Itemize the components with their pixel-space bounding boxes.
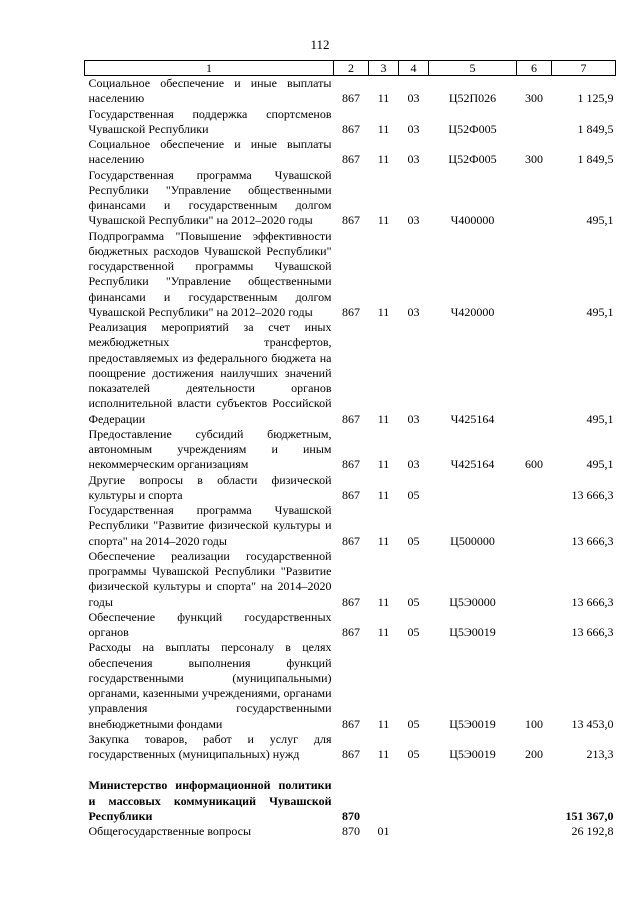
row-target-article: Ц52П026 xyxy=(448,91,497,106)
row-grbs: 867 xyxy=(342,594,360,609)
row-target-article: Ц500000 xyxy=(450,533,495,548)
row-section: 11 xyxy=(377,716,390,731)
row-grbs: 867 xyxy=(342,625,360,639)
row-expense-type xyxy=(517,549,552,610)
row-expense-type xyxy=(517,778,552,824)
row-target-article xyxy=(429,778,517,824)
row-section: 11 xyxy=(377,487,390,502)
row-section: 11 xyxy=(377,213,390,228)
row-expense-type xyxy=(517,320,552,427)
row-expense-type xyxy=(517,168,552,229)
row-expense-type xyxy=(517,229,552,321)
row-target-article: Ц52Ф005 xyxy=(448,152,497,167)
row-section: 11 xyxy=(377,594,390,609)
row-grbs: 867 xyxy=(342,121,360,136)
row-target-article: Ч425164 xyxy=(450,457,495,472)
row-expense-type: 100 xyxy=(525,716,543,731)
row-target-article xyxy=(429,473,517,504)
table-row xyxy=(85,107,616,138)
row-amount: 13 666,3 xyxy=(571,487,614,502)
row-amount: 495,1 xyxy=(586,213,614,228)
row-expense-type: 300 xyxy=(525,91,543,106)
row-subsection: 03 xyxy=(407,411,420,426)
row-name: Общегосударственные вопросы xyxy=(88,824,252,838)
table-row xyxy=(85,549,616,610)
row-subsection: 05 xyxy=(407,747,420,761)
row-expense-type: 200 xyxy=(525,747,543,761)
row-grbs: 867 xyxy=(342,457,360,472)
table-row xyxy=(85,76,616,107)
row-subsection: 05 xyxy=(407,625,420,639)
row-section: 11 xyxy=(377,411,390,426)
row-subsection: 03 xyxy=(407,457,420,472)
row-target-article: Ц5Э0019 xyxy=(449,747,496,761)
row-grbs: 867 xyxy=(342,304,360,319)
row-name: Подпрограмма "Повышение эффективности бюджетных расходов Чувашской Республики" государственной программы Чувашской Республики "Управление общественными финансами и государственным долгом Чувашской Республики" на 2012–2020 годы xyxy=(88,228,332,319)
row-grbs: 867 xyxy=(342,533,360,548)
budget-table xyxy=(84,60,616,839)
table-row xyxy=(85,503,616,549)
row-grbs: 867 xyxy=(342,91,360,106)
column-header-name: 1 xyxy=(85,61,334,76)
row-name: Обеспечение реализации государственной программы Чувашской Республики "Развитие физической культуры и спорта" на 2014–2020 годы xyxy=(88,548,332,609)
row-target-article xyxy=(429,824,517,839)
table-row xyxy=(85,778,616,824)
row-name: Государственная программа Чувашской Республики "Развитие физической культуры и спорта" на 2014–2020 годы xyxy=(88,503,332,548)
row-amount: 13 666,3 xyxy=(571,625,614,639)
row-amount: 1 849,5 xyxy=(577,152,614,167)
row-grbs: 867 xyxy=(342,411,360,426)
row-target-article: Ч400000 xyxy=(450,213,495,228)
row-section: 11 xyxy=(377,533,390,548)
row-section: 11 xyxy=(377,91,390,106)
row-name: Государственная программа Чувашской Республики "Управление общественными финансами и государственным долгом Чувашской Республики" на 2012–2020 годы xyxy=(88,167,332,228)
row-spacer xyxy=(85,762,616,778)
row-amount: 1 125,9 xyxy=(577,91,614,106)
row-amount: 13 666,3 xyxy=(571,533,614,548)
row-target-article: Ц5Э0019 xyxy=(449,625,496,639)
table-row xyxy=(85,427,616,473)
row-expense-type xyxy=(517,610,552,641)
table-row xyxy=(85,137,616,168)
row-expense-type xyxy=(517,503,552,549)
column-header-amount: 7 xyxy=(552,61,616,76)
row-name: Социальное обеспечение и иные выплаты населению xyxy=(88,137,332,167)
table-row xyxy=(85,640,616,732)
row-subsection: 03 xyxy=(407,91,420,106)
header-row xyxy=(85,61,616,76)
table-body xyxy=(85,76,616,840)
row-grbs: 870 xyxy=(342,808,360,823)
page-number: 112 xyxy=(310,37,330,52)
row-amount: 495,1 xyxy=(586,411,614,426)
row-target-article: Ц5Э0000 xyxy=(449,594,496,609)
table-row xyxy=(85,168,616,229)
row-section: 11 xyxy=(377,625,390,639)
row-name: Другие вопросы в области физической культуры и спорта xyxy=(88,472,332,502)
row-subsection: 05 xyxy=(407,716,420,731)
row-section xyxy=(369,778,399,824)
row-name: Реализация мероприятий за счет иных межбюджетных трансфертов, предоставляемых из федерального бюджета на поощрение достижения наилучших значений показателей деятельности органов исполнительной власти субъектов Российской Федерации xyxy=(88,320,332,426)
row-grbs: 867 xyxy=(342,213,360,228)
table-row xyxy=(85,610,616,641)
row-amount: 26 192,8 xyxy=(571,824,614,838)
column-header-target-article: 5 xyxy=(429,61,517,76)
row-grbs: 867 xyxy=(342,487,360,502)
row-expense-type: 600 xyxy=(525,457,543,472)
row-subsection: 03 xyxy=(407,304,420,319)
row-name: Обеспечение функций государственных органов xyxy=(88,609,332,639)
row-target-article: Ц52Ф005 xyxy=(448,121,497,136)
column-header-subsection: 4 xyxy=(399,61,429,76)
spacer-cell xyxy=(85,762,616,778)
row-amount: 151 367,0 xyxy=(565,808,614,823)
table-row xyxy=(85,732,616,763)
row-expense-type xyxy=(517,824,552,839)
row-grbs: 867 xyxy=(342,716,360,731)
row-name: Расходы на выплаты персоналу в целях обеспечения выполнения функций государственными (муниципальными) органами, казенными учреждениями, органами управления государственными внебюджетными фондами xyxy=(88,640,332,731)
row-section: 11 xyxy=(377,121,390,136)
row-amount: 1 849,5 xyxy=(577,121,614,136)
row-name: Социальное обеспечение и иные выплаты населению xyxy=(88,76,332,106)
row-subsection xyxy=(399,824,429,839)
table-row xyxy=(85,229,616,321)
row-subsection: 03 xyxy=(407,213,420,228)
row-expense-type xyxy=(517,473,552,504)
row-amount: 13 453,0 xyxy=(571,716,614,731)
column-header-grbs: 2 xyxy=(334,61,369,76)
row-subsection: 05 xyxy=(407,487,420,502)
row-section: 11 xyxy=(377,152,390,167)
row-target-article: Ц5Э0019 xyxy=(449,716,496,731)
column-header-section: 3 xyxy=(369,61,399,76)
table-row xyxy=(85,473,616,504)
table-row xyxy=(85,824,616,839)
table-row xyxy=(85,320,616,427)
row-amount: 495,1 xyxy=(586,457,614,472)
row-expense-type: 300 xyxy=(525,152,543,167)
row-grbs: 870 xyxy=(342,824,360,838)
row-section: 11 xyxy=(377,457,390,472)
row-grbs: 867 xyxy=(342,747,360,761)
row-subsection: 03 xyxy=(407,152,420,167)
row-target-article: Ч425164 xyxy=(450,411,495,426)
row-grbs: 867 xyxy=(342,152,360,167)
row-subsection: 05 xyxy=(407,533,420,548)
row-subsection xyxy=(399,778,429,824)
row-amount: 13 666,3 xyxy=(571,594,614,609)
table-header xyxy=(85,61,616,76)
row-name: Государственная поддержка спортсменов Чувашской Республики xyxy=(88,106,332,136)
row-target-article: Ч420000 xyxy=(450,304,495,319)
row-subsection: 05 xyxy=(407,594,420,609)
row-amount: 495,1 xyxy=(586,304,614,319)
row-name: Министерство информационной политики и массовых коммуникаций Чувашской Республики xyxy=(88,778,332,823)
row-name: Закупка товаров, работ и услуг для государственных (муниципальных) нужд xyxy=(88,731,332,761)
row-subsection: 03 xyxy=(407,121,420,136)
row-amount: 213,3 xyxy=(586,747,614,761)
column-header-expense-type: 6 xyxy=(517,61,552,76)
row-name: Предоставление субсидий бюджетным, автономным учреждениям и иным некоммерческим организациям xyxy=(88,426,332,472)
row-section: 11 xyxy=(377,304,390,319)
row-section: 11 xyxy=(377,747,390,761)
row-section: 01 xyxy=(377,824,390,838)
row-expense-type xyxy=(517,107,552,138)
